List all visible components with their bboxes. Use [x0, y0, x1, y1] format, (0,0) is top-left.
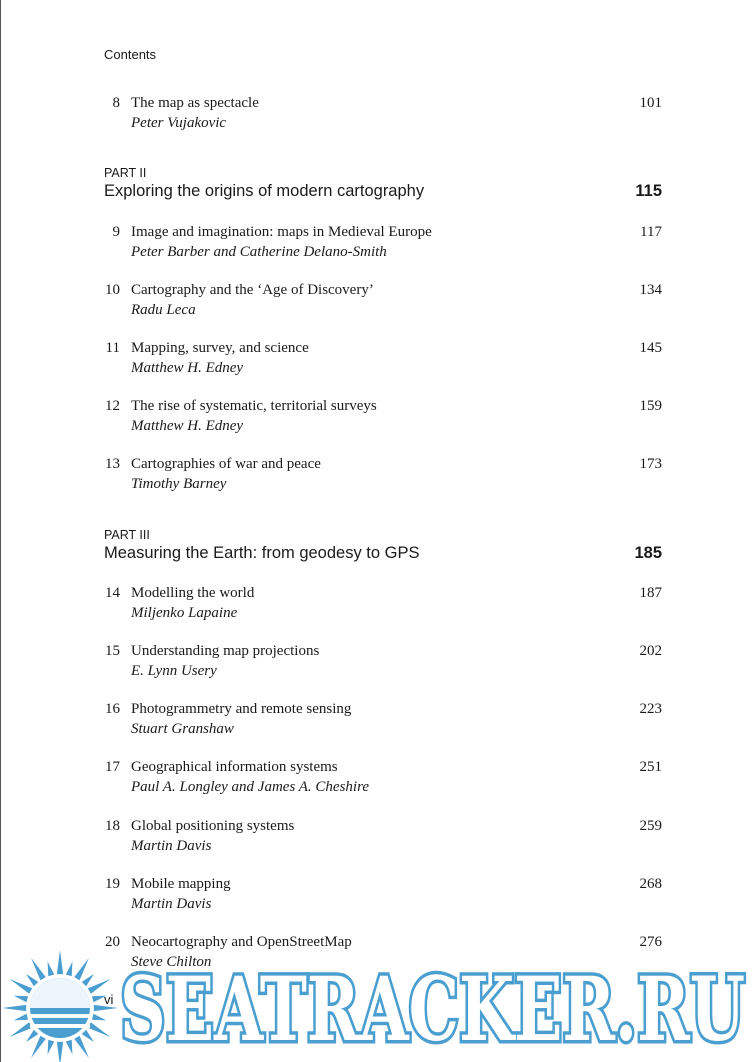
chapter-page: 187 — [639, 585, 662, 601]
toc-entry — [0, 643, 753, 687]
chapter-page: 134 — [639, 282, 662, 298]
chapter-page: 259 — [639, 818, 662, 834]
chapter-title: Understanding map projections — [131, 643, 320, 659]
sun-ray — [2, 1005, 26, 1011]
chapter-title: Cartographies of war and peace — [131, 456, 321, 472]
sun-ray — [10, 1022, 32, 1037]
sun-ray — [48, 962, 55, 976]
chapter-title: Mobile mapping — [131, 876, 231, 892]
sun-ray — [92, 996, 106, 1003]
chapter-title: Cartography and the ‘Age of Discovery’ — [131, 282, 374, 298]
sun-ray — [48, 1040, 55, 1054]
chapter-number: 18 — [105, 818, 120, 834]
sun-ray — [31, 1036, 46, 1058]
chapter-title: Global positioning systems — [131, 818, 295, 834]
chapter-number: 20 — [105, 934, 120, 950]
toc-entry — [0, 340, 753, 384]
chapter-number: 14 — [105, 585, 120, 601]
chapter-author: Peter Barber and Catherine Delano-Smith — [131, 244, 387, 260]
toc-entry — [0, 398, 753, 442]
sun-ray — [82, 974, 94, 986]
chapter-page: 202 — [639, 643, 662, 659]
toc-entry — [0, 95, 753, 139]
chapter-page: 173 — [639, 456, 662, 472]
chapter-page: 268 — [639, 876, 662, 892]
chapter-page: 276 — [639, 934, 662, 950]
sun-ray — [66, 1040, 73, 1054]
chapter-author: Martin Davis — [131, 838, 212, 854]
toc-entry — [0, 818, 753, 862]
toc-entry — [0, 585, 753, 629]
part-label: PART II — [104, 166, 147, 180]
chapter-number: 16 — [105, 701, 120, 717]
chapter-title: Photogrammetry and remote sensing — [131, 701, 352, 717]
sun-ray — [57, 950, 63, 974]
sun-ray — [31, 958, 46, 980]
part-page: 115 — [635, 182, 662, 200]
toc-entry — [0, 701, 753, 745]
chapter-number: 12 — [105, 398, 120, 414]
part-title: Measuring the Earth: from geodesy to GPS — [104, 544, 420, 562]
chapter-title: Modelling the world — [131, 585, 255, 601]
chapter-title: The rise of systematic, territorial surveys — [131, 398, 377, 414]
chapter-title: Geographical information systems — [131, 759, 338, 775]
chapter-number: 10 — [105, 282, 120, 298]
chapter-number: 13 — [105, 456, 120, 472]
chapter-author: E. Lynn Usery — [131, 663, 217, 679]
chapter-author: Peter Vujakovic — [131, 115, 227, 131]
toc-entry — [0, 282, 753, 326]
toc-entry — [0, 759, 753, 803]
chapter-author: Stuart Granshaw — [131, 721, 234, 737]
watermark-logo — [118, 960, 748, 1052]
chapter-author: Timothy Barney — [131, 476, 227, 492]
sun-ray — [74, 1036, 89, 1058]
toc-entry — [0, 224, 753, 268]
chapter-author: Matthew H. Edney — [131, 418, 244, 434]
sun-ray — [88, 1022, 110, 1037]
chapter-number: 11 — [105, 340, 120, 356]
sun-ray — [82, 1030, 94, 1042]
chapter-page: 117 — [640, 224, 662, 240]
chapter-number: 17 — [105, 759, 120, 775]
chapter-page: 159 — [639, 398, 662, 414]
part-page: 185 — [634, 544, 662, 562]
chapter-number: 8 — [112, 95, 120, 111]
sun-ray — [14, 1014, 28, 1021]
part-heading — [0, 166, 753, 206]
chapter-author: Steve Chilton — [131, 954, 212, 970]
sun-ray — [10, 979, 32, 994]
chapter-page: 223 — [639, 701, 662, 717]
chapter-author: Paul A. Longley and James A. Cheshire — [131, 779, 370, 795]
sun-ray — [26, 1030, 38, 1042]
chapter-page: 101 — [639, 95, 662, 111]
chapter-title: Image and imagination: maps in Medieval Europe — [131, 224, 432, 240]
sun-ray — [88, 979, 110, 994]
sun-ray — [26, 974, 38, 986]
toc-entry — [0, 876, 753, 920]
chapter-author: Radu Leca — [131, 302, 196, 318]
watermark-text: SEATRACKER.RU — [120, 960, 745, 1052]
part-label: PART III — [104, 528, 150, 542]
page-folio: vi — [104, 992, 114, 1007]
sun-ray — [74, 958, 89, 980]
chapter-title: The map as spectacle — [131, 95, 259, 111]
part-heading — [0, 528, 753, 568]
sun-ray — [94, 1005, 118, 1011]
sun-ray — [92, 1014, 106, 1021]
chapter-number: 9 — [112, 224, 120, 240]
chapter-title: Mapping, survey, and science — [131, 340, 309, 356]
sun-ray — [66, 962, 73, 976]
sun-ray — [57, 1042, 63, 1062]
sun-watermark-icon — [0, 948, 118, 1062]
sun-ray — [14, 996, 28, 1003]
chapter-title: Neocartography and OpenStreetMap — [131, 934, 352, 950]
chapter-author: Matthew H. Edney — [131, 360, 244, 376]
chapter-number: 15 — [105, 643, 120, 659]
toc-entry — [0, 456, 753, 500]
chapter-author: Miljenko Lapaine — [131, 605, 238, 621]
chapter-author: Martin Davis — [131, 896, 212, 912]
chapter-page: 145 — [639, 340, 662, 356]
chapter-number: 19 — [105, 876, 120, 892]
running-header: Contents — [104, 47, 157, 62]
part-title: Exploring the origins of modern cartography — [104, 182, 425, 200]
chapter-page: 251 — [639, 759, 662, 775]
